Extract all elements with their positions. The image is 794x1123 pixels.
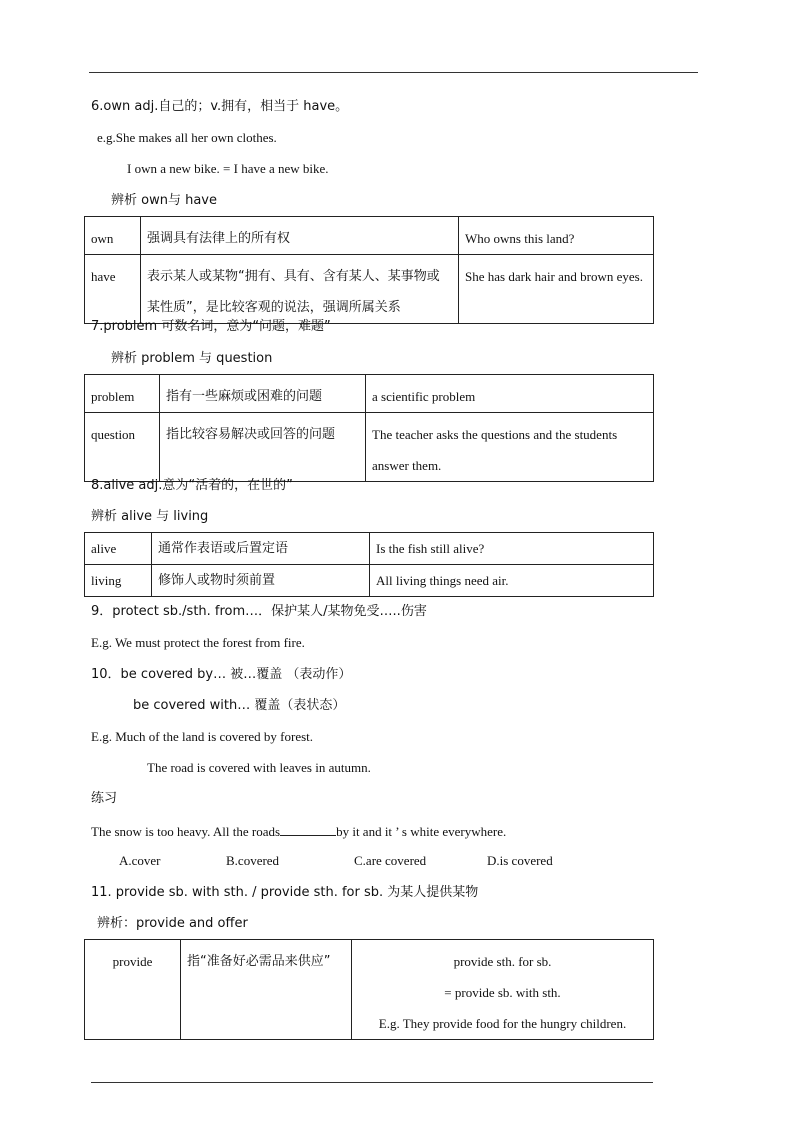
table-row [85, 255, 654, 324]
table-cell: alive [85, 533, 152, 565]
table-cell: 修饰人或物时须前置 [152, 565, 370, 597]
table-row [85, 217, 654, 255]
table-cell: 指比较容易解决或回答的问题 [160, 413, 366, 482]
answer-blank[interactable] [280, 822, 336, 836]
option-d[interactable]: D.is covered [487, 853, 553, 868]
item6-example2: I own a new bike. = I have a new bike. [127, 161, 329, 176]
usage-line: provide sth. for sb. [453, 954, 552, 969]
table-row [85, 413, 654, 482]
item10-example2: The road is covered with leaves in autumn. [147, 760, 371, 775]
item8-compare-table [84, 532, 654, 597]
item10-heading: 10．be covered by… 被…覆盖 （表动作） [91, 667, 352, 682]
item11-compare-title: 辨析：provide and offer [97, 916, 248, 931]
header-rule [89, 72, 698, 73]
table-row [85, 940, 654, 1040]
table-cell [352, 940, 654, 1040]
table-cell: She has dark hair and brown eyes. [459, 255, 654, 324]
table-cell: 强调具有法律上的所有权 [141, 217, 459, 255]
item6-compare-title: 辨析 own与 have [111, 193, 217, 208]
item8-compare-title: 辨析 alive 与 living [91, 509, 209, 524]
item9-heading: 9．protect sb./sth. from…．保护某人/某物免受…..伤害 [91, 604, 427, 619]
item7-heading: 7.problem 可数名词，意为“问题，难题” [91, 319, 331, 334]
table-cell: 指“准备好必需品来供应” [181, 940, 352, 1040]
item7-compare-title: 辨析 problem 与 question [111, 351, 273, 366]
table-cell: 通常作表语或后置定语 [152, 533, 370, 565]
item11-heading: 11. provide sb. with sth. / provide sth. for sb. 为某人提供某物 [91, 885, 479, 900]
table-cell: living [85, 565, 152, 597]
table-cell: 表示某人或某物“拥有、具有、含有某人、某事物或某性质”，是比较客观的说法，强调所属关系 [141, 255, 459, 324]
item8-heading: 8.alive adj.意为“活着的，在世的” [91, 478, 293, 493]
question-text-after: by it and it ’ s white everywhere. [336, 824, 507, 839]
item6-example1: e.g.She makes all her own clothes. [97, 130, 277, 145]
practice-question [91, 822, 506, 841]
table-cell: Is the fish still alive? [370, 533, 654, 565]
item6-compare-table [84, 216, 654, 324]
usage-line: E.g. They provide food for the hungry children. [378, 1016, 627, 1031]
item11-compare-table [84, 939, 654, 1040]
table-cell: provide [85, 940, 181, 1040]
table-row [85, 565, 654, 597]
option-a[interactable]: A.cover [119, 853, 161, 868]
table-cell: have [85, 255, 141, 324]
item10-line2: be covered with… 覆盖（表状态） [133, 698, 346, 713]
table-cell: question [85, 413, 160, 482]
usage-line: = provide sb. with sth. [444, 985, 561, 1000]
table-cell: 指有一些麻烦或困难的问题 [160, 375, 366, 413]
table-cell: The teacher asks the questions and the students answer them. [366, 413, 654, 482]
table-cell: All living things need air. [370, 565, 654, 597]
practice-title: 练习 [91, 791, 118, 806]
option-c[interactable]: C.are covered [354, 853, 427, 868]
table-row [85, 375, 654, 413]
table-cell: a scientific problem [366, 375, 654, 413]
table-cell: own [85, 217, 141, 255]
table-cell: problem [85, 375, 160, 413]
item7-compare-table [84, 374, 654, 482]
item6-heading: 6.own adj.自己的；v.拥有，相当于 have。 [91, 99, 349, 114]
option-b[interactable]: B.covered [226, 853, 280, 868]
item10-example1: E.g. Much of the land is covered by forest. [91, 729, 314, 744]
item9-example: E.g. We must protect the forest from fire. [91, 635, 305, 650]
question-text-before: The snow is too heavy. All the roads [91, 824, 281, 839]
table-cell: Who owns this land? [459, 217, 654, 255]
footer-rule [91, 1082, 653, 1083]
table-row [85, 533, 654, 565]
